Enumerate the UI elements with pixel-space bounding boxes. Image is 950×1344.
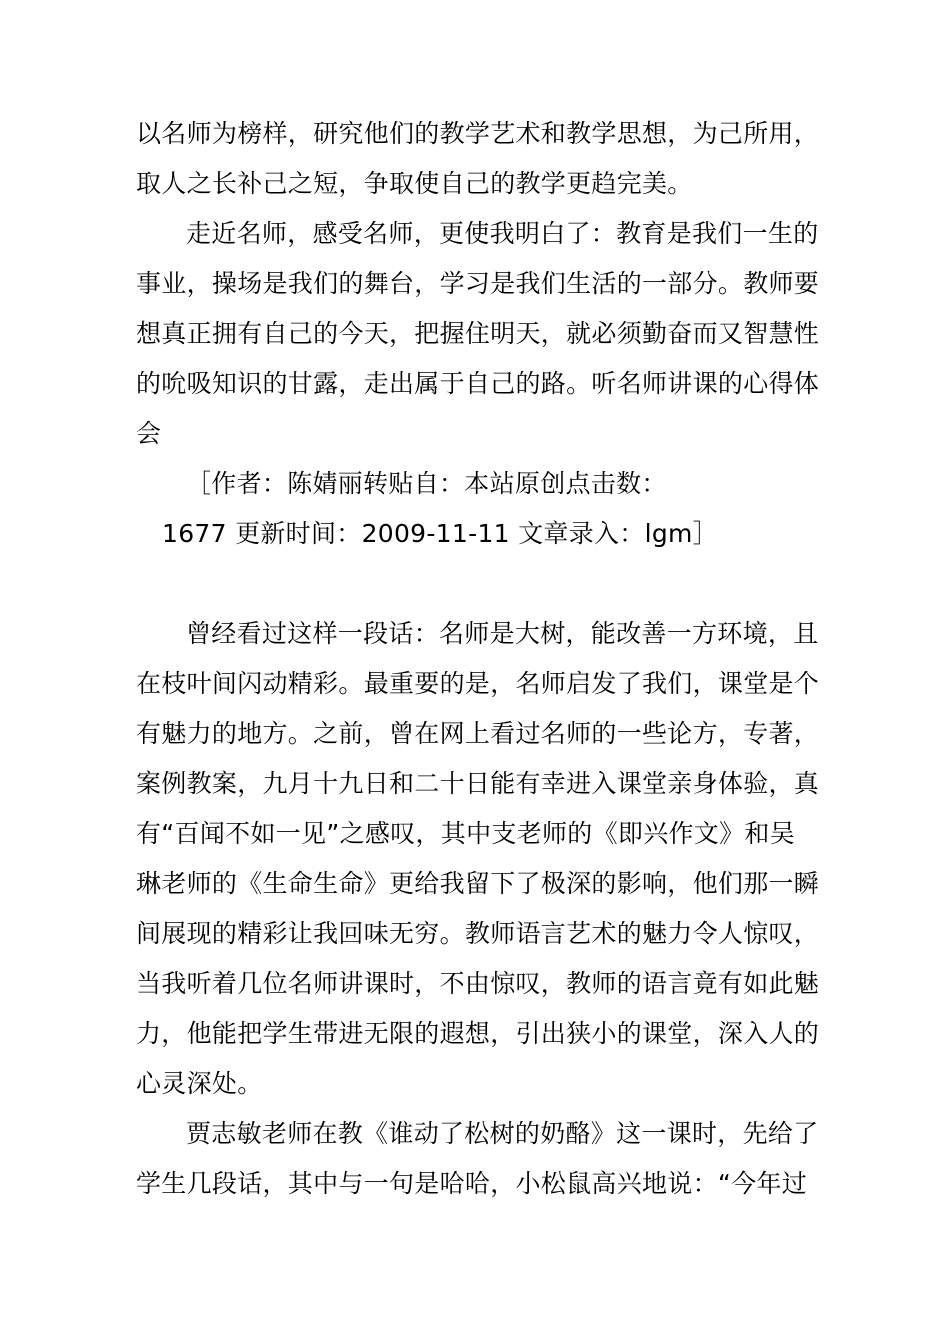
text-line: 案例教案，九月十九日和二十日能有幸进入课堂亲身体验，真 — [136, 769, 820, 798]
text-line: 力，他能把学生带进无限的遐想，引出狭小的课堂，深入人的 — [136, 1019, 820, 1048]
text-line: 有魅力的地方。之前，曾在网上看过名师的一些论方，专著， — [136, 719, 820, 748]
text-line: 贾志敏老师在教《谁动了松树的奶酪》这一课时，先给了 — [186, 1119, 819, 1148]
text-line: 琳老师的《生命生命》更给我留下了极深的影响，他们那一瞬 — [136, 869, 820, 898]
text-line: 走近名师，感受名师，更使我明白了：教育是我们一生的 — [186, 219, 819, 248]
article-meta-line: ［作者：陈婧丽转贴自：本站原创点击数： — [186, 469, 667, 498]
text-line: 曾经看过这样一段话：名师是大树，能改善一方环境，且 — [186, 619, 819, 648]
text-line: 当我听着几位名师讲课时，不由惊叹，教师的语言竟有如此魅 — [136, 969, 820, 998]
text-line: 在枝叶间闪动精彩。最重要的是，名师启发了我们，课堂是个 — [136, 669, 820, 698]
text-line: 想真正拥有自己的今天，把握住明天，就必须勤奋而又智慧性 — [136, 319, 820, 348]
article-meta-line: 1677 更新时间：2009-11-11 文章录入：lgm］ — [162, 519, 718, 548]
text-line: 取人之长补己之短，争取使自己的教学更趋完美。 — [136, 169, 693, 198]
text-line: 学生几段话，其中与一句是哈哈，小松鼠高兴地说：“今年过 — [136, 1169, 808, 1198]
text-line: 事业，操场是我们的舞台，学习是我们生活的一部分。教师要 — [136, 269, 820, 298]
text-line: 的吮吸知识的甘露，走出属于自己的路。听名师讲课的心得体 — [136, 369, 820, 398]
text-line: 间展现的精彩让我回味无穷。教师语言艺术的魅力令人惊叹， — [136, 919, 820, 948]
text-line: 心灵深处。 — [136, 1069, 263, 1098]
text-line: 会 — [136, 419, 162, 448]
text-line: 有“百闻不如一见”之感叹，其中支老师的《即兴作文》和吴 — [136, 819, 796, 848]
text-line: 以名师为榜样，研究他们的教学艺术和教学思想，为己所用， — [136, 119, 820, 148]
